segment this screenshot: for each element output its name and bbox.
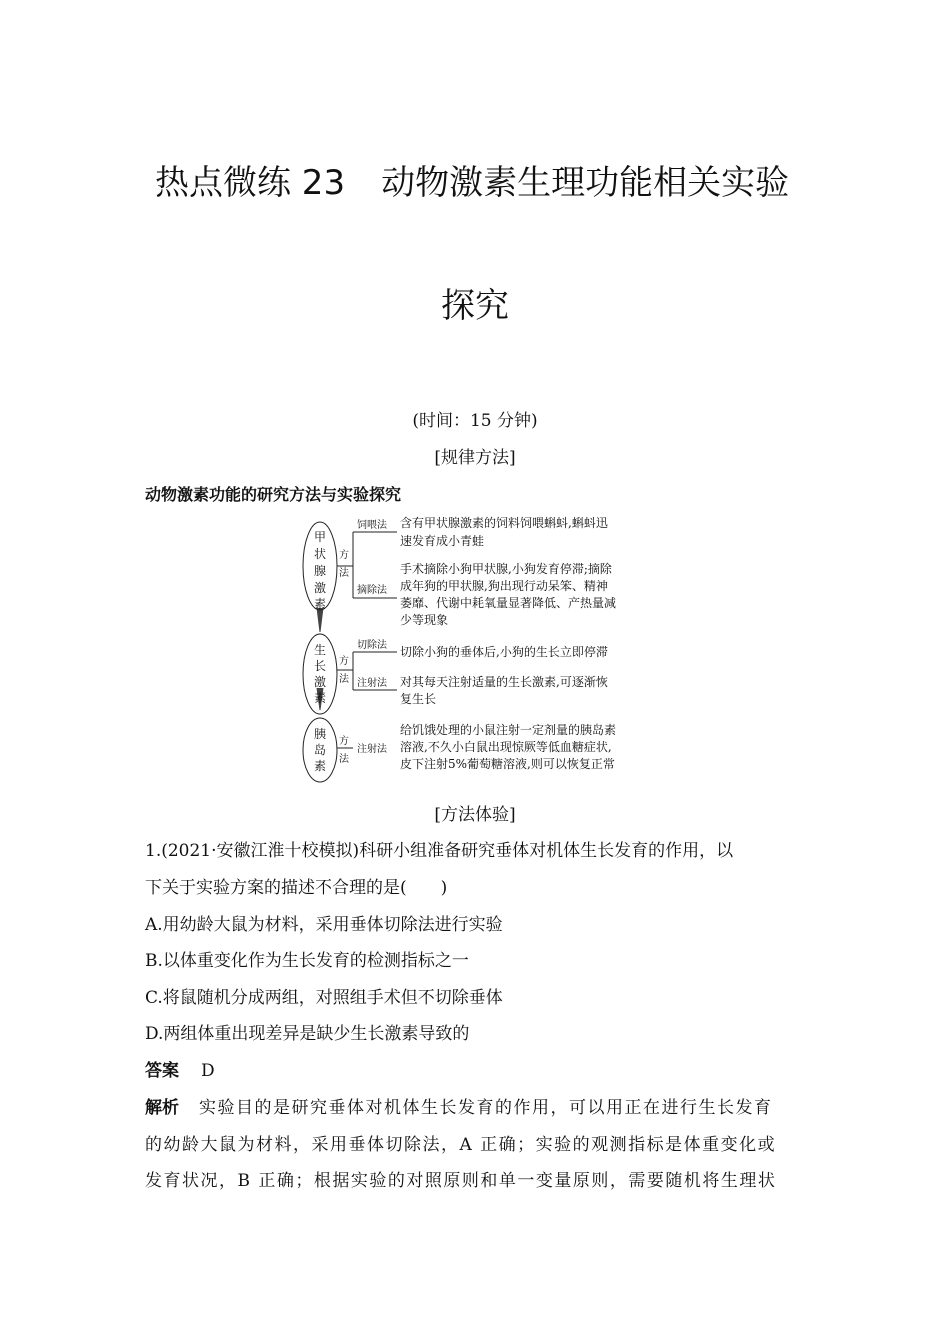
question-stem-line1: 1.(2021·安徽江淮十校模拟)科研小组准备研究垂体对机体生长发育的作用，以 [145, 841, 734, 861]
option-b: B.以体重变化作为生长发育的检测指标之一 [145, 951, 469, 971]
hormone-name-char: 素 [314, 597, 327, 611]
method-description: 对其每天注射适量的生长激素,可逐渐恢 [400, 675, 608, 689]
diagram-connector [317, 608, 323, 632]
title-topic: 动物激素生理功能相关实验 [381, 163, 790, 203]
diagram-heading: 动物激素功能的研究方法与实验探究 [145, 485, 402, 504]
method-label: 方 [339, 656, 349, 667]
page-title-line2: 探究 [441, 286, 509, 326]
method-description: 速发育成小青蛙 [400, 534, 485, 548]
method-label: 方 [339, 736, 349, 747]
method-name: 切除法 [357, 640, 387, 651]
hormone-name-char: 素 [314, 759, 327, 773]
method-description: 成年狗的甲状腺,狗出现行动呆笨、精神 [400, 579, 608, 593]
method-name: 饲喂法 [357, 520, 387, 531]
method-description: 萎靡、代谢中耗氧量显著降低、产热量减 [400, 596, 617, 610]
answer-label: 答案 [145, 1061, 179, 1081]
hormone-name-char: 激 [314, 675, 327, 689]
analysis-line3: 发育状况，B 正确；根据实验的对照原则和单一变量原则，需要随机将生理状 [145, 1171, 777, 1191]
method-description: 给饥饿处理的小鼠注射一定剂量的胰岛素 [400, 723, 617, 737]
option-c: C.将鼠随机分成两组，对照组手术但不切除垂体 [145, 988, 503, 1008]
method-name: 摘除法 [357, 585, 387, 596]
analysis-text: 实验目的是研究垂体对机体生长发育的作用，可以用正在进行生长发育 [199, 1098, 773, 1118]
hormone-name-char: 腺 [314, 564, 327, 578]
method-name: 注射法 [357, 678, 387, 689]
page-title [155, 155, 789, 204]
method-label: 法 [339, 754, 349, 765]
method-description: 皮下注射5%葡萄糖溶液,则可以恢复正常 [400, 757, 615, 771]
hormone-name-char: 胰 [314, 727, 327, 741]
method-description: 复生长 [400, 692, 437, 706]
hormone-name-char: 激 [314, 581, 327, 595]
hormone-name-char: 状 [314, 547, 327, 561]
analysis-line2: 的幼龄大鼠为材料，采用垂体切除法，A 正确；实验的观测指标是体重变化或 [145, 1135, 777, 1155]
method-description: 含有甲状腺激素的饲料饲喂蝌蚪,蝌蚪迅 [400, 516, 608, 530]
hormone-name-char: 素 [314, 691, 327, 705]
time-limit: (时间：15 分钟) [412, 411, 538, 431]
option-a: A.用幼龄大鼠为材料，采用垂体切除法进行实验 [145, 915, 503, 935]
hormone-name-char: 生 [314, 643, 327, 657]
method-name: 注射法 [357, 744, 387, 755]
method-label: 法 [339, 568, 349, 579]
title-number: 热点微练 23 [155, 163, 346, 203]
method-description: 少等现象 [400, 613, 449, 627]
question-stem-line2: 下关于实验方案的描述不合理的是( ) [145, 878, 448, 898]
answer-row [145, 1056, 215, 1081]
option-d: D.两组体重出现差异是缺少生长激素导致的 [145, 1024, 470, 1044]
method-description: 手术摘除小狗甲状腺,小狗发育停滞;摘除 [400, 562, 612, 576]
answer-value: D [201, 1061, 215, 1081]
hormone-method-diagram [297, 512, 677, 784]
analysis-label: 解析 [145, 1098, 179, 1118]
method-description: 切除小狗的垂体后,小狗的生长立即停滞 [400, 645, 608, 659]
method-label: 法 [339, 674, 349, 685]
method-description: 溶液,不久小白鼠出现惊厥等低血糖症状, [400, 740, 612, 754]
section-practice-heading: [方法体验] [434, 805, 516, 825]
hormone-name-char: 甲 [314, 530, 327, 544]
method-label: 方 [339, 550, 349, 561]
analysis-line1 [145, 1093, 773, 1118]
hormone-name-char: 岛 [314, 743, 327, 757]
hormone-name-char: 长 [314, 659, 327, 673]
section-rules-heading: [规律方法] [434, 448, 516, 468]
